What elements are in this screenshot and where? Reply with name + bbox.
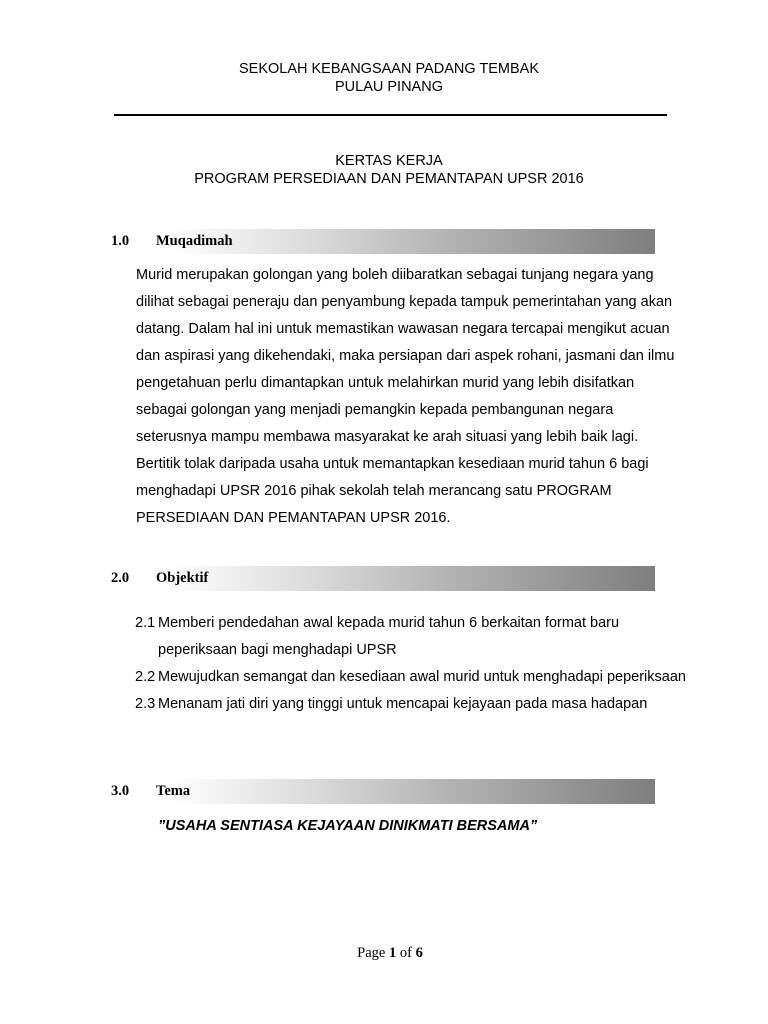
list-item xyxy=(135,610,695,664)
total-page-count: 6 xyxy=(415,945,423,961)
objective-number: 2.1 xyxy=(135,615,156,631)
title-line-2: PROGRAM PERSEDIAAN DAN PEMANTAPAN UPSR 2016 xyxy=(194,171,584,187)
section-title: Objektif xyxy=(156,570,209,586)
section-title: Muqadimah xyxy=(156,233,233,249)
section-number: 1.0 xyxy=(111,233,130,249)
section-number: 3.0 xyxy=(111,783,130,799)
section-title: Tema xyxy=(156,783,191,799)
objective-text: Mewujudkan semangat dan kesediaan awal murid untuk menghadapi peperiksaan xyxy=(158,669,686,685)
document-title xyxy=(0,152,768,188)
section-heading-objektif xyxy=(104,566,655,591)
list-item xyxy=(135,691,695,718)
section-heading-muqadimah xyxy=(104,229,655,254)
school-header xyxy=(0,60,768,96)
header-divider xyxy=(114,114,667,116)
current-page-number: 1 xyxy=(388,945,397,961)
objective-number: 2.2 xyxy=(135,669,156,685)
page-word: Page xyxy=(357,945,386,961)
objective-list xyxy=(135,610,695,718)
section-heading-tema xyxy=(104,779,655,804)
of-word: of xyxy=(399,945,412,961)
tema-slogan: ”USAHA SENTIASA KEJAYAAN DINIKMATI BERSAMA” xyxy=(158,818,538,834)
objective-text: Menanam jati diri yang tinggi untuk mencapai kejayaan pada masa hadapan xyxy=(158,696,648,712)
objective-number: 2.3 xyxy=(135,696,156,712)
title-line-1: KERTAS KERJA xyxy=(335,153,443,169)
school-location: PULAU PINANG xyxy=(335,79,443,95)
list-item xyxy=(135,664,695,691)
section-number: 2.0 xyxy=(111,570,130,586)
page-footer xyxy=(0,945,768,962)
school-name: SEKOLAH KEBANGSAAN PADANG TEMBAK xyxy=(238,61,540,77)
muqadimah-paragraph: Murid merupakan golongan yang boleh diibaratkan sebagai tunjang negara yang dilihat sebagai peneraju dan penyambung kepada tampuk pemerintahan yang akan datang. Dalam hal ini untuk memastikan wawasan negara tercapai mengikut acuan dan aspirasi yang dikehendaki, maka persiapan dari aspek rohani, jasmani dan ilmu pengetahuan perlu dimantapkan untuk melahirkan murid yang lebih disifatkan sebagai golongan yang menjadi pemangkin kepada pembangunan negara seterusnya mampu membawa masyarakat ke arah situasi yang lebih baik lagi. Bertitik tolak daripada usaha untuk memantapkan kesediaan murid tahun 6 bagi menghadapi UPSR 2016 pihak sekolah telah merancang satu PROGRAM PERSEDIAAN DAN PEMANTAPAN UPSR 2016. xyxy=(136,267,675,526)
objective-text: Memberi pendedahan awal kepada murid tahun 6 berkaitan format baru peperiksaan bagi menghadapi UPSR xyxy=(158,615,620,658)
